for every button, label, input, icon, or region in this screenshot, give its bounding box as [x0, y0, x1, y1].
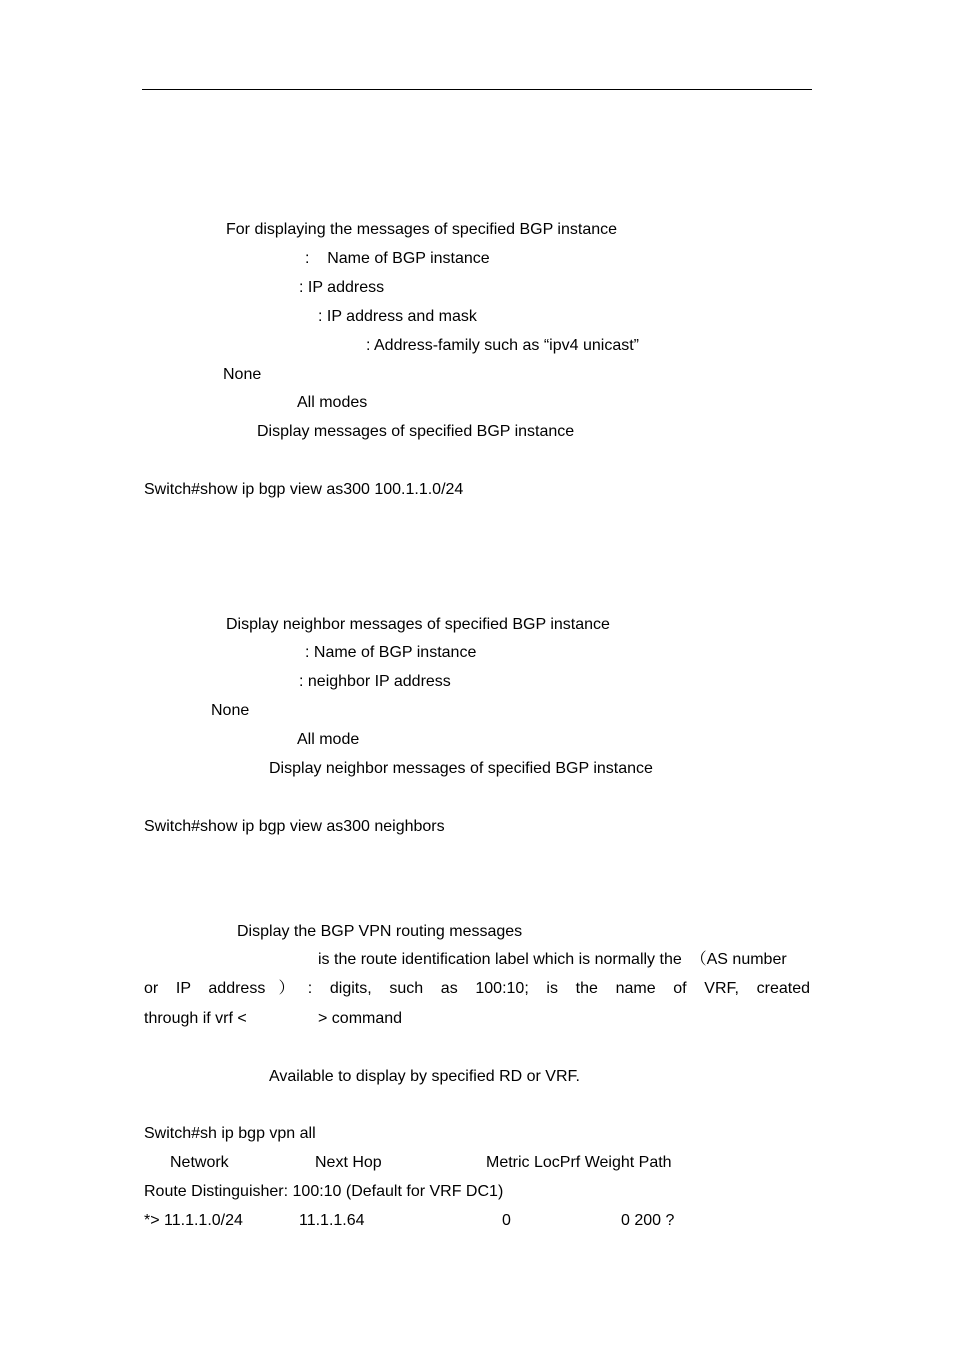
route-network: *> 11.1.1.0/24	[144, 1212, 243, 1229]
route-distinguisher-line: Route Distinguisher: 100:10 (Default for VRF DC1)	[144, 1183, 504, 1200]
s2-param-instance: : Name of BGP instance	[305, 644, 477, 661]
s3-example-cmd: Switch#sh ip bgp vpn all	[144, 1125, 316, 1142]
s1-mode: All modes	[297, 394, 368, 411]
s1-example: Switch#show ip bgp view as300 100.1.1.0/24	[144, 481, 464, 498]
table-header-metric-etc: Metric LocPrf Weight Path	[486, 1154, 672, 1171]
s1-param-instance: : Name of BGP instance	[305, 250, 490, 267]
s2-mode: All mode	[297, 731, 360, 748]
s2-param-neighbor: : neighbor IP address	[299, 673, 451, 690]
s3-param-line1: is the route identification label which is normally the （AS number	[318, 951, 787, 968]
s1-param-ip-mask: : IP address and mask	[318, 308, 477, 325]
s1-usage: Display messages of specified BGP instance	[257, 423, 575, 440]
table-header-next-hop: Next Hop	[315, 1154, 382, 1171]
s2-function-text: Display neighbor messages of specified BGP instance	[226, 616, 610, 633]
route-weight-path: 0 200 ?	[621, 1212, 675, 1229]
s1-default: None	[223, 366, 262, 383]
s3-usage: Available to display by specified RD or VRF.	[269, 1068, 580, 1085]
s3-param-line2: or IP address）: digits, such as 100:10; is the name of VRF, created	[144, 980, 810, 997]
s2-usage: Display neighbor messages of specified BGP instance	[269, 760, 653, 777]
s3-function-text: Display the BGP VPN routing messages	[237, 923, 523, 940]
s2-example: Switch#show ip bgp view as300 neighbors	[144, 818, 445, 835]
route-next-hop: 11.1.1.64	[299, 1212, 365, 1229]
s2-default: None	[211, 702, 250, 719]
s3-param-line3-a: through if vrf <	[144, 1010, 247, 1027]
route-metric: 0	[502, 1212, 511, 1229]
table-header-network: Network	[170, 1154, 229, 1171]
header-rule	[142, 89, 812, 90]
s3-param-line3-b: > command	[318, 1010, 403, 1027]
s1-param-family: : Address-family such as “ipv4 unicast”	[366, 337, 639, 354]
s1-param-ip: : IP address	[299, 279, 385, 296]
s1-function-text: For displaying the messages of specified BGP instance	[226, 221, 618, 238]
